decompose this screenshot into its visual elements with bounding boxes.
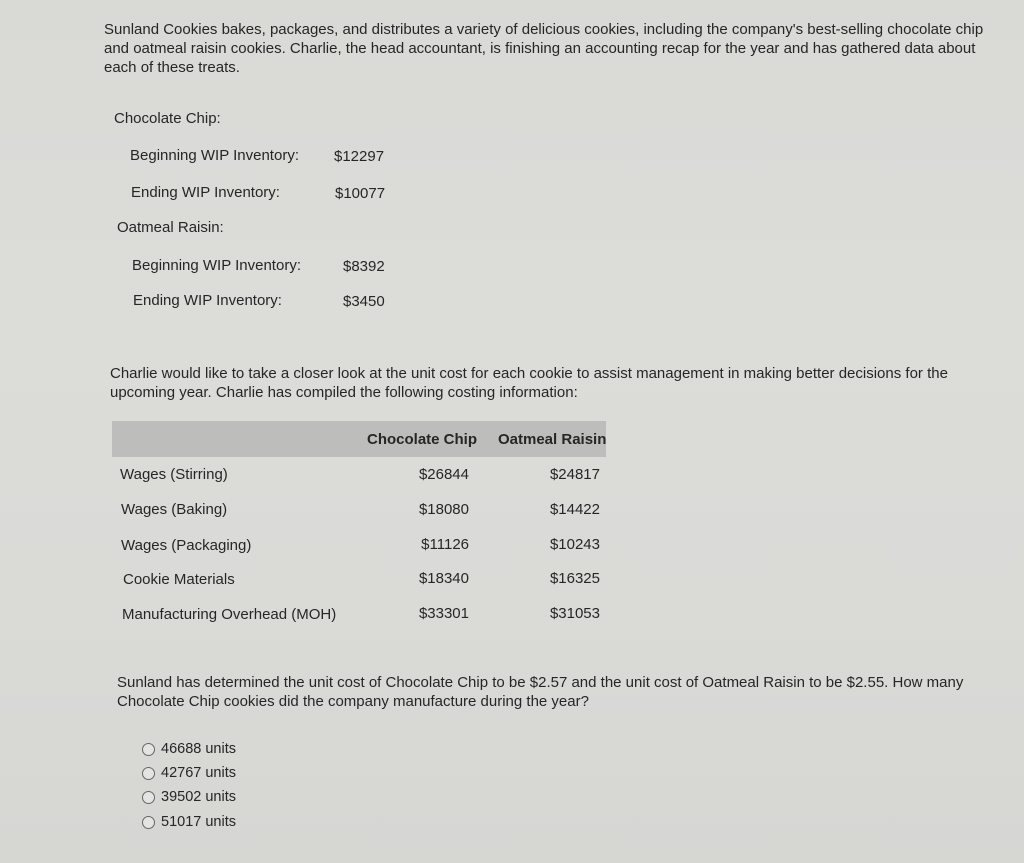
table-row-label: Cookie Materials [123,571,235,588]
radio-button[interactable] [142,791,155,804]
table-cell-chocolate-chip: $18340 [418,570,469,587]
answer-option[interactable] [142,814,236,830]
table-cell-oatmeal-raisin: $24817 [549,466,600,483]
answer-option-label: 46688 units [161,741,236,757]
table-cell-chocolate-chip: $26844 [418,466,469,483]
table-cell-oatmeal-raisin: $16325 [549,570,600,587]
cc-beginning-wip-label: Beginning WIP Inventory: [130,147,299,164]
answer-option[interactable] [142,741,236,757]
table-row-label: Wages (Packaging) [121,537,252,554]
answer-option[interactable] [142,765,236,781]
table-cell-chocolate-chip: $11126 [421,536,469,553]
oatmeal-raisin-heading: Oatmeal Raisin: [117,219,224,236]
answer-option-label: 39502 units [161,789,236,805]
or-ending-wip-value: $3450 [343,293,385,310]
cc-ending-wip-label: Ending WIP Inventory: [131,184,280,201]
table-row-label: Wages (Baking) [121,501,228,518]
radio-button[interactable] [142,767,155,780]
table-row-label: Manufacturing Overhead (MOH) [122,606,337,623]
radio-button[interactable] [142,816,155,829]
chocolate-chip-heading: Chocolate Chip: [114,110,221,127]
intro-text: Sunland Cookies bakes, packages, and distributes a variety of delicious cookies, including the company's best-selling chocolate chip and oatmeal raisin cookies. Charlie, the head accountant, is finishing an accounting recap for the year and has gathered data about each of these treats. [104,21,984,76]
answer-option-label: 42767 units [161,765,236,781]
table-row-label: Wages (Stirring) [120,466,228,483]
table-cell-chocolate-chip: $18080 [418,501,469,518]
table-cell-chocolate-chip: $33301 [418,605,469,622]
cc-beginning-wip-value: $12297 [334,148,385,165]
table-header-oatmeal-raisin: Oatmeal Raisin [498,431,607,448]
cc-ending-wip-value: $10077 [335,185,386,202]
answer-option-label: 51017 units [161,814,236,830]
table-cell-oatmeal-raisin: $10243 [549,536,600,553]
table-cell-oatmeal-raisin: $31053 [549,605,600,622]
radio-button[interactable] [142,743,155,756]
answer-option[interactable] [142,789,236,805]
question-text: Sunland has determined the unit cost of Chocolate Chip to be $2.57 and the unit cost of Oatmeal Raisin to be $2.55. How many Chocolate Chip cookies did the company manufacture during the year? [117,674,964,710]
or-beginning-wip-label: Beginning WIP Inventory: [132,257,301,274]
table-cell-oatmeal-raisin: $14422 [549,501,600,518]
or-ending-wip-label: Ending WIP Inventory: [133,292,282,309]
table-header-chocolate-chip: Chocolate Chip [367,431,478,448]
or-beginning-wip-value: $8392 [343,258,385,275]
costing-intro-text: Charlie would like to take a closer look at the unit cost for each cookie to assist management in making better decisions for the upcoming year. Charlie has compiled the following costing information: [110,365,948,401]
